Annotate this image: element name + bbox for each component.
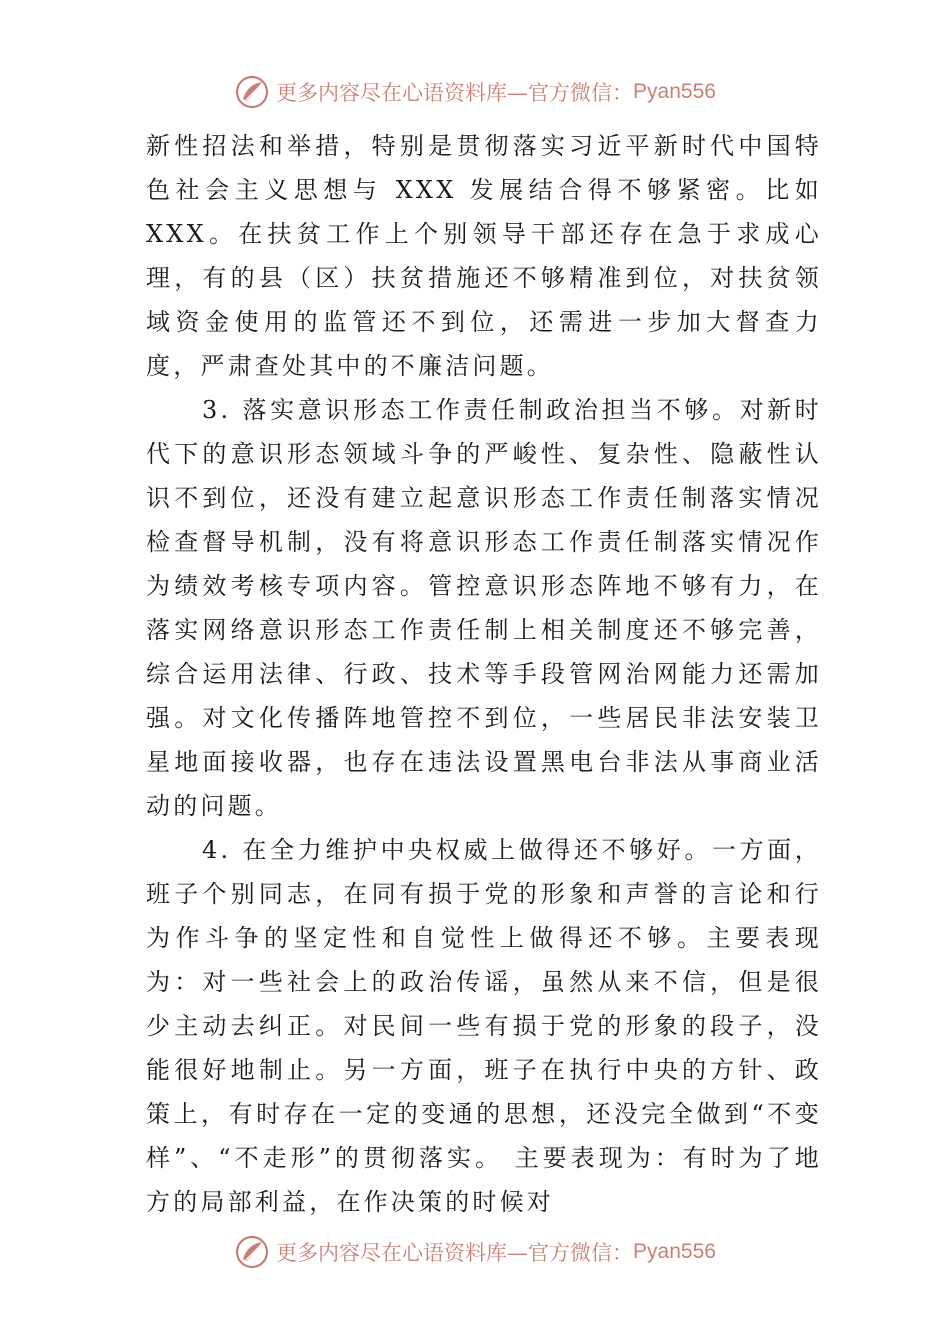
paragraph-3: 4. 在全力维护中央权威上做得还不够好。一方面，班子个别同志，在同有损于党的形象和声誉的言论和行为作斗争的坚定性和自觉性上做得还不够。主要表现为：对一些社会上的政治传谣，虽然从来不信，但是很少主动去纠正。对民间一些有损于党的形象的段子，没能很好地制止。另一方面，班子在执行中央的方针、政策上，有时存在一定的变通的思想，还没完全做到“不变样”、“不走形”的贯彻落实。 主要表现为：有时为了地方的局部利益，在作决策的时候对 <box>146 836 822 1216</box>
watermark-text: 更多内容尽在心语资料库—官方微信： <box>276 81 634 105</box>
paragraph-1: 新性招法和举措，特别是贯彻落实习近平新时代中国特色社会主义思想与 XXX 发展结合得不够紧密。比如 XXX。在扶贫工作上个别领导干部还存在急于求成心理，有的县（区）扶贫措施还不够精准到位，对扶贫领域资金使用的监管还不到位，还需进一步加大督查力度，严肃查处其中的不廉洁问题。 <box>146 132 822 380</box>
footer-watermark <box>0 1232 950 1272</box>
header-watermark <box>0 72 950 112</box>
document-body <box>146 124 822 1224</box>
watermark-wechat-id: Pyan556 <box>633 1240 716 1263</box>
watermark-wechat-id: Pyan556 <box>633 80 716 103</box>
paragraph-2: 3. 落实意识形态工作责任制政治担当不够。对新时代下的意识形态领域斗争的严峻性、复杂性、隐蔽性认识不到位，还没有建立起意识形态工作责任制落实情况检查督导机制，没有将意识形态工作责任制落实情况作为绩效考核专项内容。管控意识形态阵地不够有力，在落实网络意识形态工作责任制上相关制度还不够完善，综合运用法律、行政、技术等手段管网治网能力还需加强。对文化传播阵地管控不到位，一些居民非法安装卫星地面接收器，也存在违法设置黑电台非法从事商业活动的问题。 <box>146 396 822 820</box>
watermark-logo-icon <box>234 74 270 110</box>
watermark-logo-icon <box>234 1234 270 1270</box>
watermark-text: 更多内容尽在心语资料库—官方微信： <box>276 1241 634 1265</box>
